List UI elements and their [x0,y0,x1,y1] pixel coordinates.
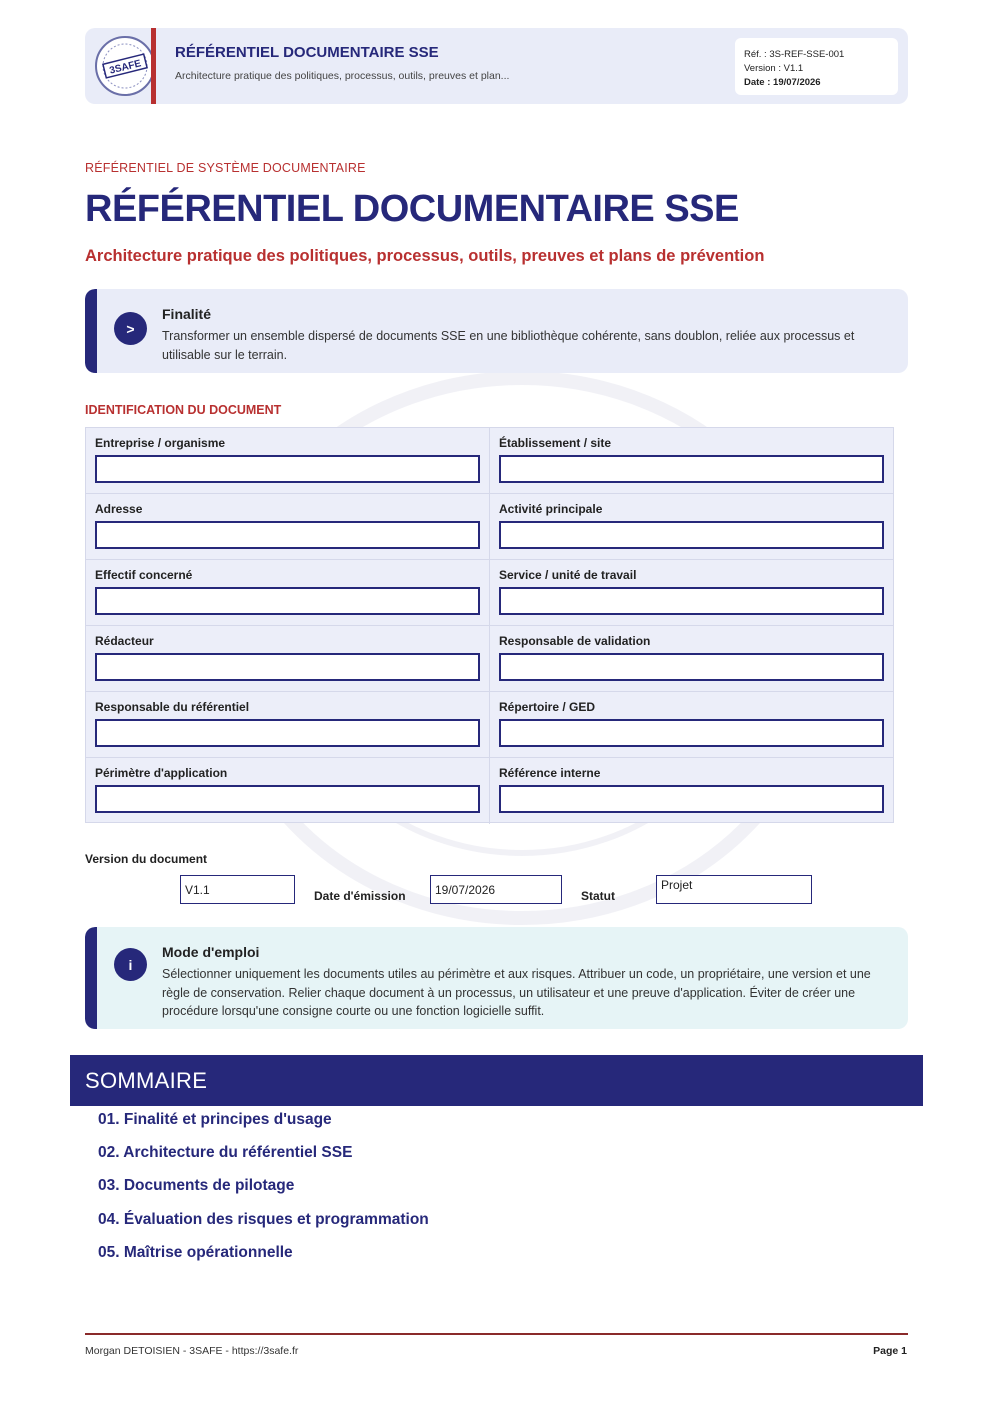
meta-version: Version : V1.1 [744,63,804,74]
page-subtitle: Architecture pratique des politiques, processus, outils, preuves et plans de prévention [85,247,765,265]
header-accent-bar [151,28,156,104]
version-label: Version du document [85,852,208,866]
status-label: Statut [581,889,615,903]
identification-form [85,427,894,823]
field-entreprise [86,428,490,494]
svg-text:3SAFE: 3SAFE [108,58,143,77]
finalite-title: Finalité [162,306,212,322]
document-kicker: RÉFÉRENTIEL DE SYSTÈME DOCUMENTAIRE [85,161,366,175]
info-icon: i [114,948,147,981]
field-label: Répertoire / GED [499,700,596,714]
chevron-right-icon: > [114,312,147,345]
field-responsable-referentiel [86,692,490,758]
status-select[interactable]: Projet [656,875,812,904]
field-perimetre [86,758,490,824]
mode-emploi-title: Mode d'emploi [162,944,260,960]
toc-item[interactable]: 05. Maîtrise opérationnelle [98,1244,293,1261]
toc-item[interactable]: 03. Documents de pilotage [98,1177,295,1194]
reference-interne-input[interactable] [499,785,884,813]
field-label: Responsable du référentiel [95,700,250,714]
mode-emploi-text: Sélectionner uniquement les documents utiles au périmètre et aux risques. Attribuer un code, un propriétaire, une version et une règle de conservation. Relier chaque document à un processus, un utilisateur et une preuve d'application. Éviter de créer une procédure lorsqu'une consigne courte ou une fonction logicielle suffit. [162,967,871,1018]
mode-emploi-callout [85,927,908,1029]
repertoire-input[interactable] [499,719,884,747]
document-meta-box [735,38,898,95]
sommaire-banner [70,1055,923,1106]
toc-item[interactable]: 01. Finalité et principes d'usage [98,1111,332,1128]
redacteur-input[interactable] [95,653,480,681]
responsable-validation-input[interactable] [499,653,884,681]
field-service [490,560,893,626]
page-number: Page 1 [873,1345,907,1357]
meta-ref: Réf. : 3S-REF-SSE-001 [744,49,845,60]
field-redacteur [86,626,490,692]
field-repertoire [490,692,893,758]
field-adresse [86,494,490,560]
callout-accent-bar [85,927,97,1029]
finalite-callout [85,289,908,373]
identification-heading: IDENTIFICATION DU DOCUMENT [85,403,282,417]
version-input[interactable] [180,875,295,904]
field-responsable-validation [490,626,893,692]
meta-date: Date : 19/07/2026 [744,77,821,88]
etablissement-input[interactable] [499,455,884,483]
field-label: Effectif concerné [95,568,193,582]
toc-item[interactable]: 02. Architecture du référentiel SSE [98,1144,353,1161]
page-title: RÉFÉRENTIEL DOCUMENTAIRE SSE [85,188,739,230]
field-effectif [86,560,490,626]
finalite-text: Transformer un ensemble dispersé de documents SSE en une bibliothèque cohérente, sans doublon, reliée aux processus et utilisable sur le terrain. [162,329,855,362]
toc-item[interactable]: 04. Évaluation des risques et programmation [98,1211,429,1228]
date-label: Date d'émission [314,889,406,903]
adresse-input[interactable] [95,521,480,549]
field-label: Périmètre d'application [95,766,228,780]
perimetre-input[interactable] [95,785,480,813]
company-logo-seal [94,35,156,97]
field-label: Responsable de validation [499,634,651,648]
footer-author: Morgan DETOISIEN - 3SAFE - https://3safe.fr [85,1345,299,1357]
field-label: Établissement / site [499,436,612,450]
sommaire-title: SOMMAIRE [85,1068,208,1093]
callout-accent-bar [85,289,97,373]
field-label: Service / unité de travail [499,568,637,582]
service-input[interactable] [499,587,884,615]
field-label: Activité principale [499,502,603,516]
responsable-referentiel-input[interactable] [95,719,480,747]
effectif-input[interactable] [95,587,480,615]
field-label: Adresse [95,502,143,516]
header-subtitle: Architecture pratique des politiques, processus, outils, preuves et plan... [175,70,510,82]
header-title: RÉFÉRENTIEL DOCUMENTAIRE SSE [175,44,439,61]
field-etablissement [490,428,893,494]
field-reference-interne [490,758,893,824]
field-activite [490,494,893,560]
field-label: Entreprise / organisme [95,436,226,450]
page-header [85,28,908,104]
field-label: Rédacteur [95,634,154,648]
footer-divider [85,1333,908,1335]
entreprise-input[interactable] [95,455,480,483]
field-label: Référence interne [499,766,601,780]
activite-input[interactable] [499,521,884,549]
date-input[interactable] [430,875,562,904]
